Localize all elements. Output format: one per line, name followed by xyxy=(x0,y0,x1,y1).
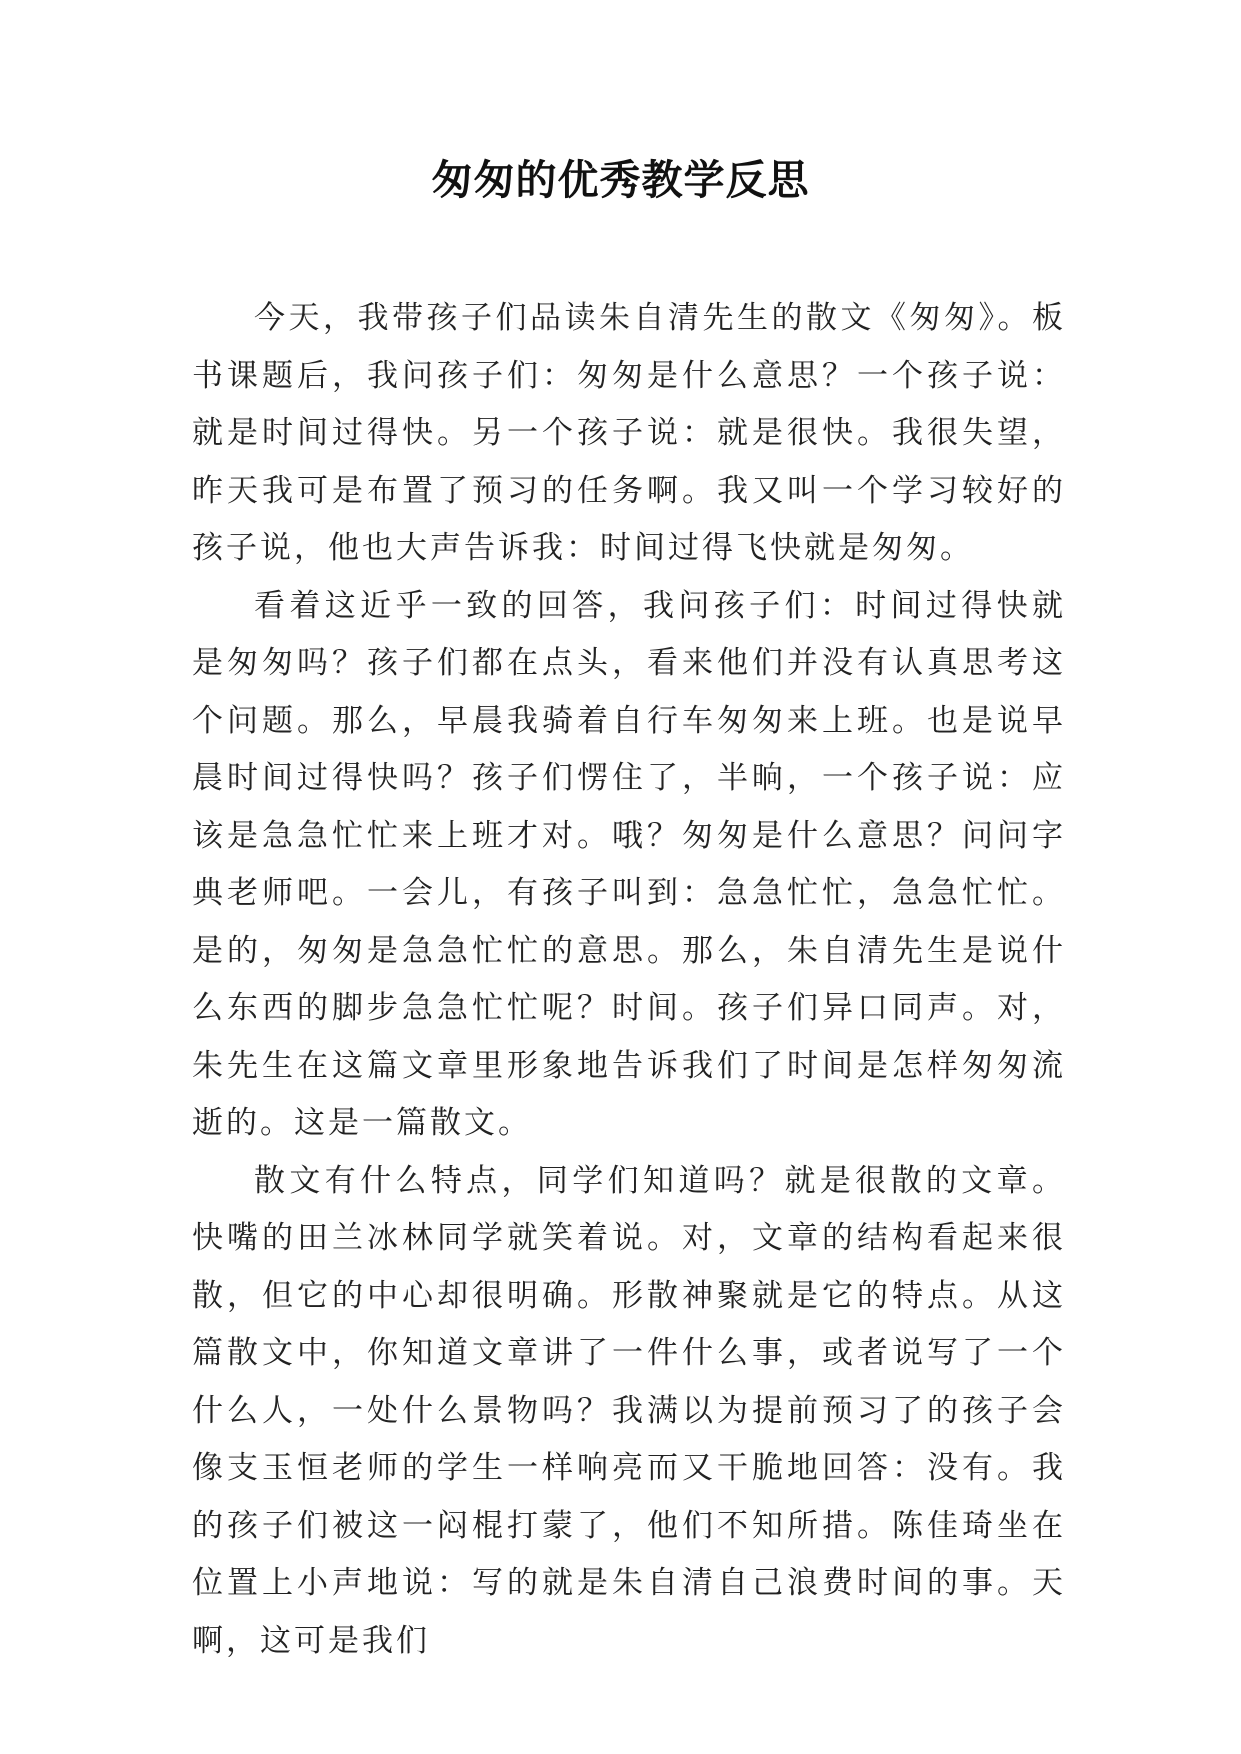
document-body xyxy=(192,290,1066,1670)
document-title: 匆匆的优秀教学反思 xyxy=(431,156,810,204)
paragraph-2: 看着这近乎一致的回答，我问孩子们：时间过得快就是匆匆吗？孩子们都在点头，看来他们并没有认真思考这个问题。那么，早晨我骑着自行车匆匆来上班。也是说早晨时间过得快吗？孩子们愣住了，半晌，一个孩子说：应该是急急忙忙来上班才对。哦？匆匆是什么意思？问问字典老师吧。一会儿，有孩子叫到：急急忙忙，急急忙忙。是的，匆匆是急急忙忙的意思。那么，朱自清先生是说什么东西的脚步急急忙忙呢？时间。孩子们异口同声。对，朱先生在这篇文章里形象地告诉我们了时间是怎样匆匆流逝的。这是一篇散文。 xyxy=(192,587,1066,1141)
paragraph-3: 散文有什么特点，同学们知道吗？就是很散的文章。快嘴的田兰冰林同学就笑着说。对，文章的结构看起来很散，但它的中心却很明确。形散神聚就是它的特点。从这篇散文中，你知道文章讲了一件什么事，或者说写了一个什么人，一处什么景物吗？我满以为提前预习了的孩子会像支玉恒老师的学生一样响亮而又干脆地回答：没有。我的孩子们被这一闷棍打蒙了，他们不知所措。陈佳琦坐在位置上小声地说：写的就是朱自清自己浪费时间的事。天啊，这可是我们 xyxy=(192,1162,1066,1659)
paragraph-1: 今天，我带孩子们品读朱自清先生的散文《匆匆》。板书课题后，我问孩子们：匆匆是什么意思？一个孩子说：就是时间过得快。另一个孩子说：就是很快。我很失望，昨天我可是布置了预习的任务啊。我又叫一个学习较好的孩子说，他也大声告诉我：时间过得飞快就是匆匆。 xyxy=(192,300,1066,566)
